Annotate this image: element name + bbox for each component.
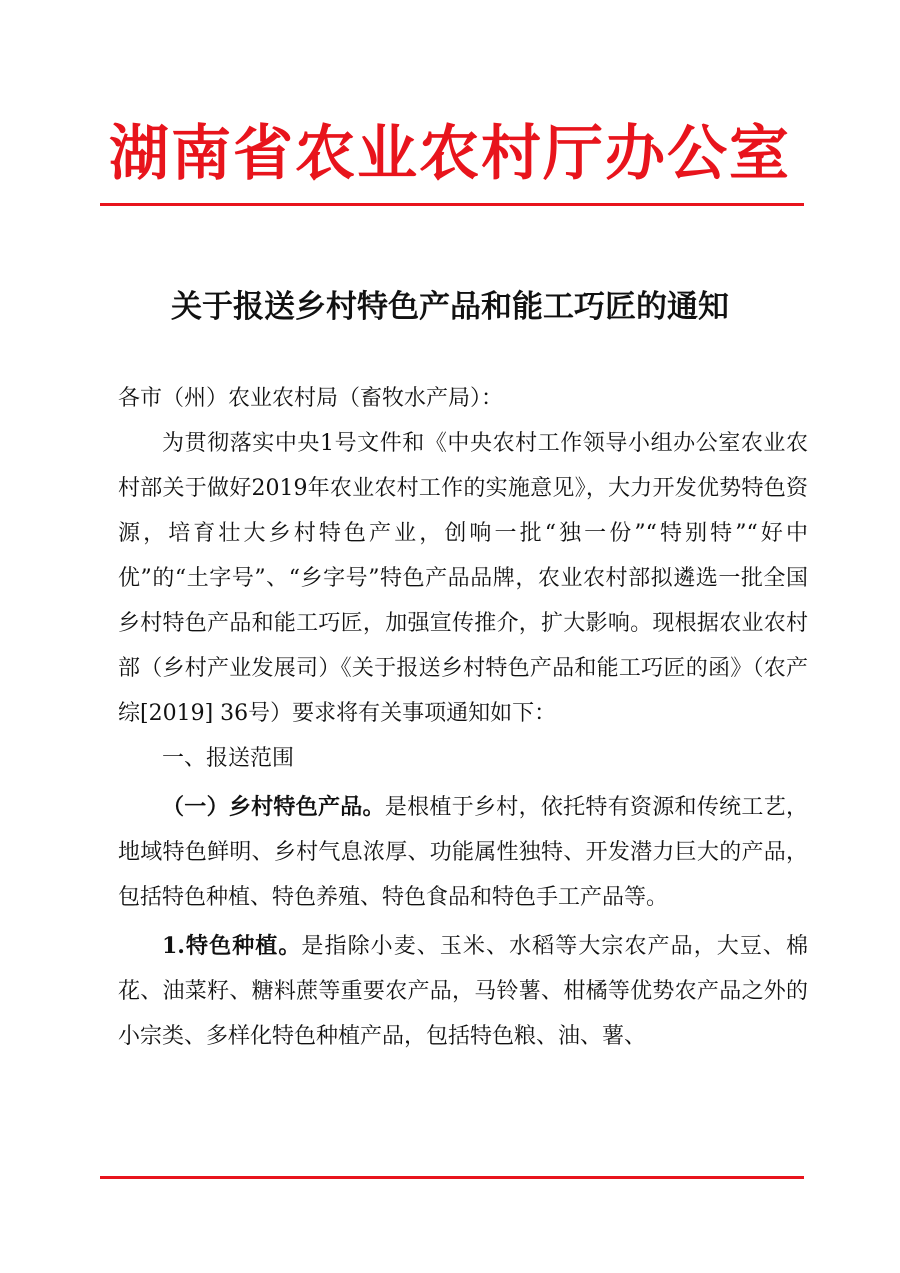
- paragraph-lead: 1.特色种植。: [162, 933, 302, 959]
- document-title: 关于报送乡村特色产品和能工巧匠的通知: [171, 289, 729, 325]
- paragraph-text: 是根植于乡村，依托特有资源和传统工艺，地域特色鲜明、乡村气息浓厚、功能属性独特、开发潜力巨大的产品，包括特色种植、特色养殖、特色食品和特色手工产品等。: [118, 795, 808, 910]
- document-body: [118, 376, 808, 1059]
- paragraph-special-planting: [118, 924, 808, 1059]
- footer-red-rule: [100, 1176, 804, 1179]
- issuing-office-title: 湖南省农业农村厅办公室: [109, 119, 791, 189]
- paragraph-text: 是指除小麦、玉米、水稻等大宗农产品，大豆、棉花、油菜籽、糖料蔗等重要农产品，马铃薯、柑橘等优势农产品之外的小宗类、多样化特色种植产品，包括特色粮、油、薯、: [118, 934, 808, 1049]
- salutation: 各市（州）农业农村局（畜牧水产局）：: [118, 386, 504, 411]
- intro-paragraph: 为贯彻落实中央1号文件和《中央农村工作领导小组办公室农业农村部关于做好2019年农业农村工作的实施意见》，大力开发优势特色资源，培育壮大乡村特色产业，创响一批“独一份”“特别特”“好中优”的“土字号”、“乡字号”特色产品品牌，农业农村部拟遴选一批全国乡村特色产品和能工巧匠，加强宣传推介，扩大影响。现根据农业农村部（乡村产业发展司）《关于报送乡村特色产品和能工巧匠的函》（农产综[2019] 36号）要求将有关事项通知如下：: [118, 431, 808, 726]
- header-red-rule: [100, 203, 804, 206]
- paragraph-rural-products: [118, 785, 808, 920]
- section-heading-scope: 一、报送范围: [162, 746, 295, 771]
- paragraph-lead: （一）乡村特色产品。: [162, 794, 385, 820]
